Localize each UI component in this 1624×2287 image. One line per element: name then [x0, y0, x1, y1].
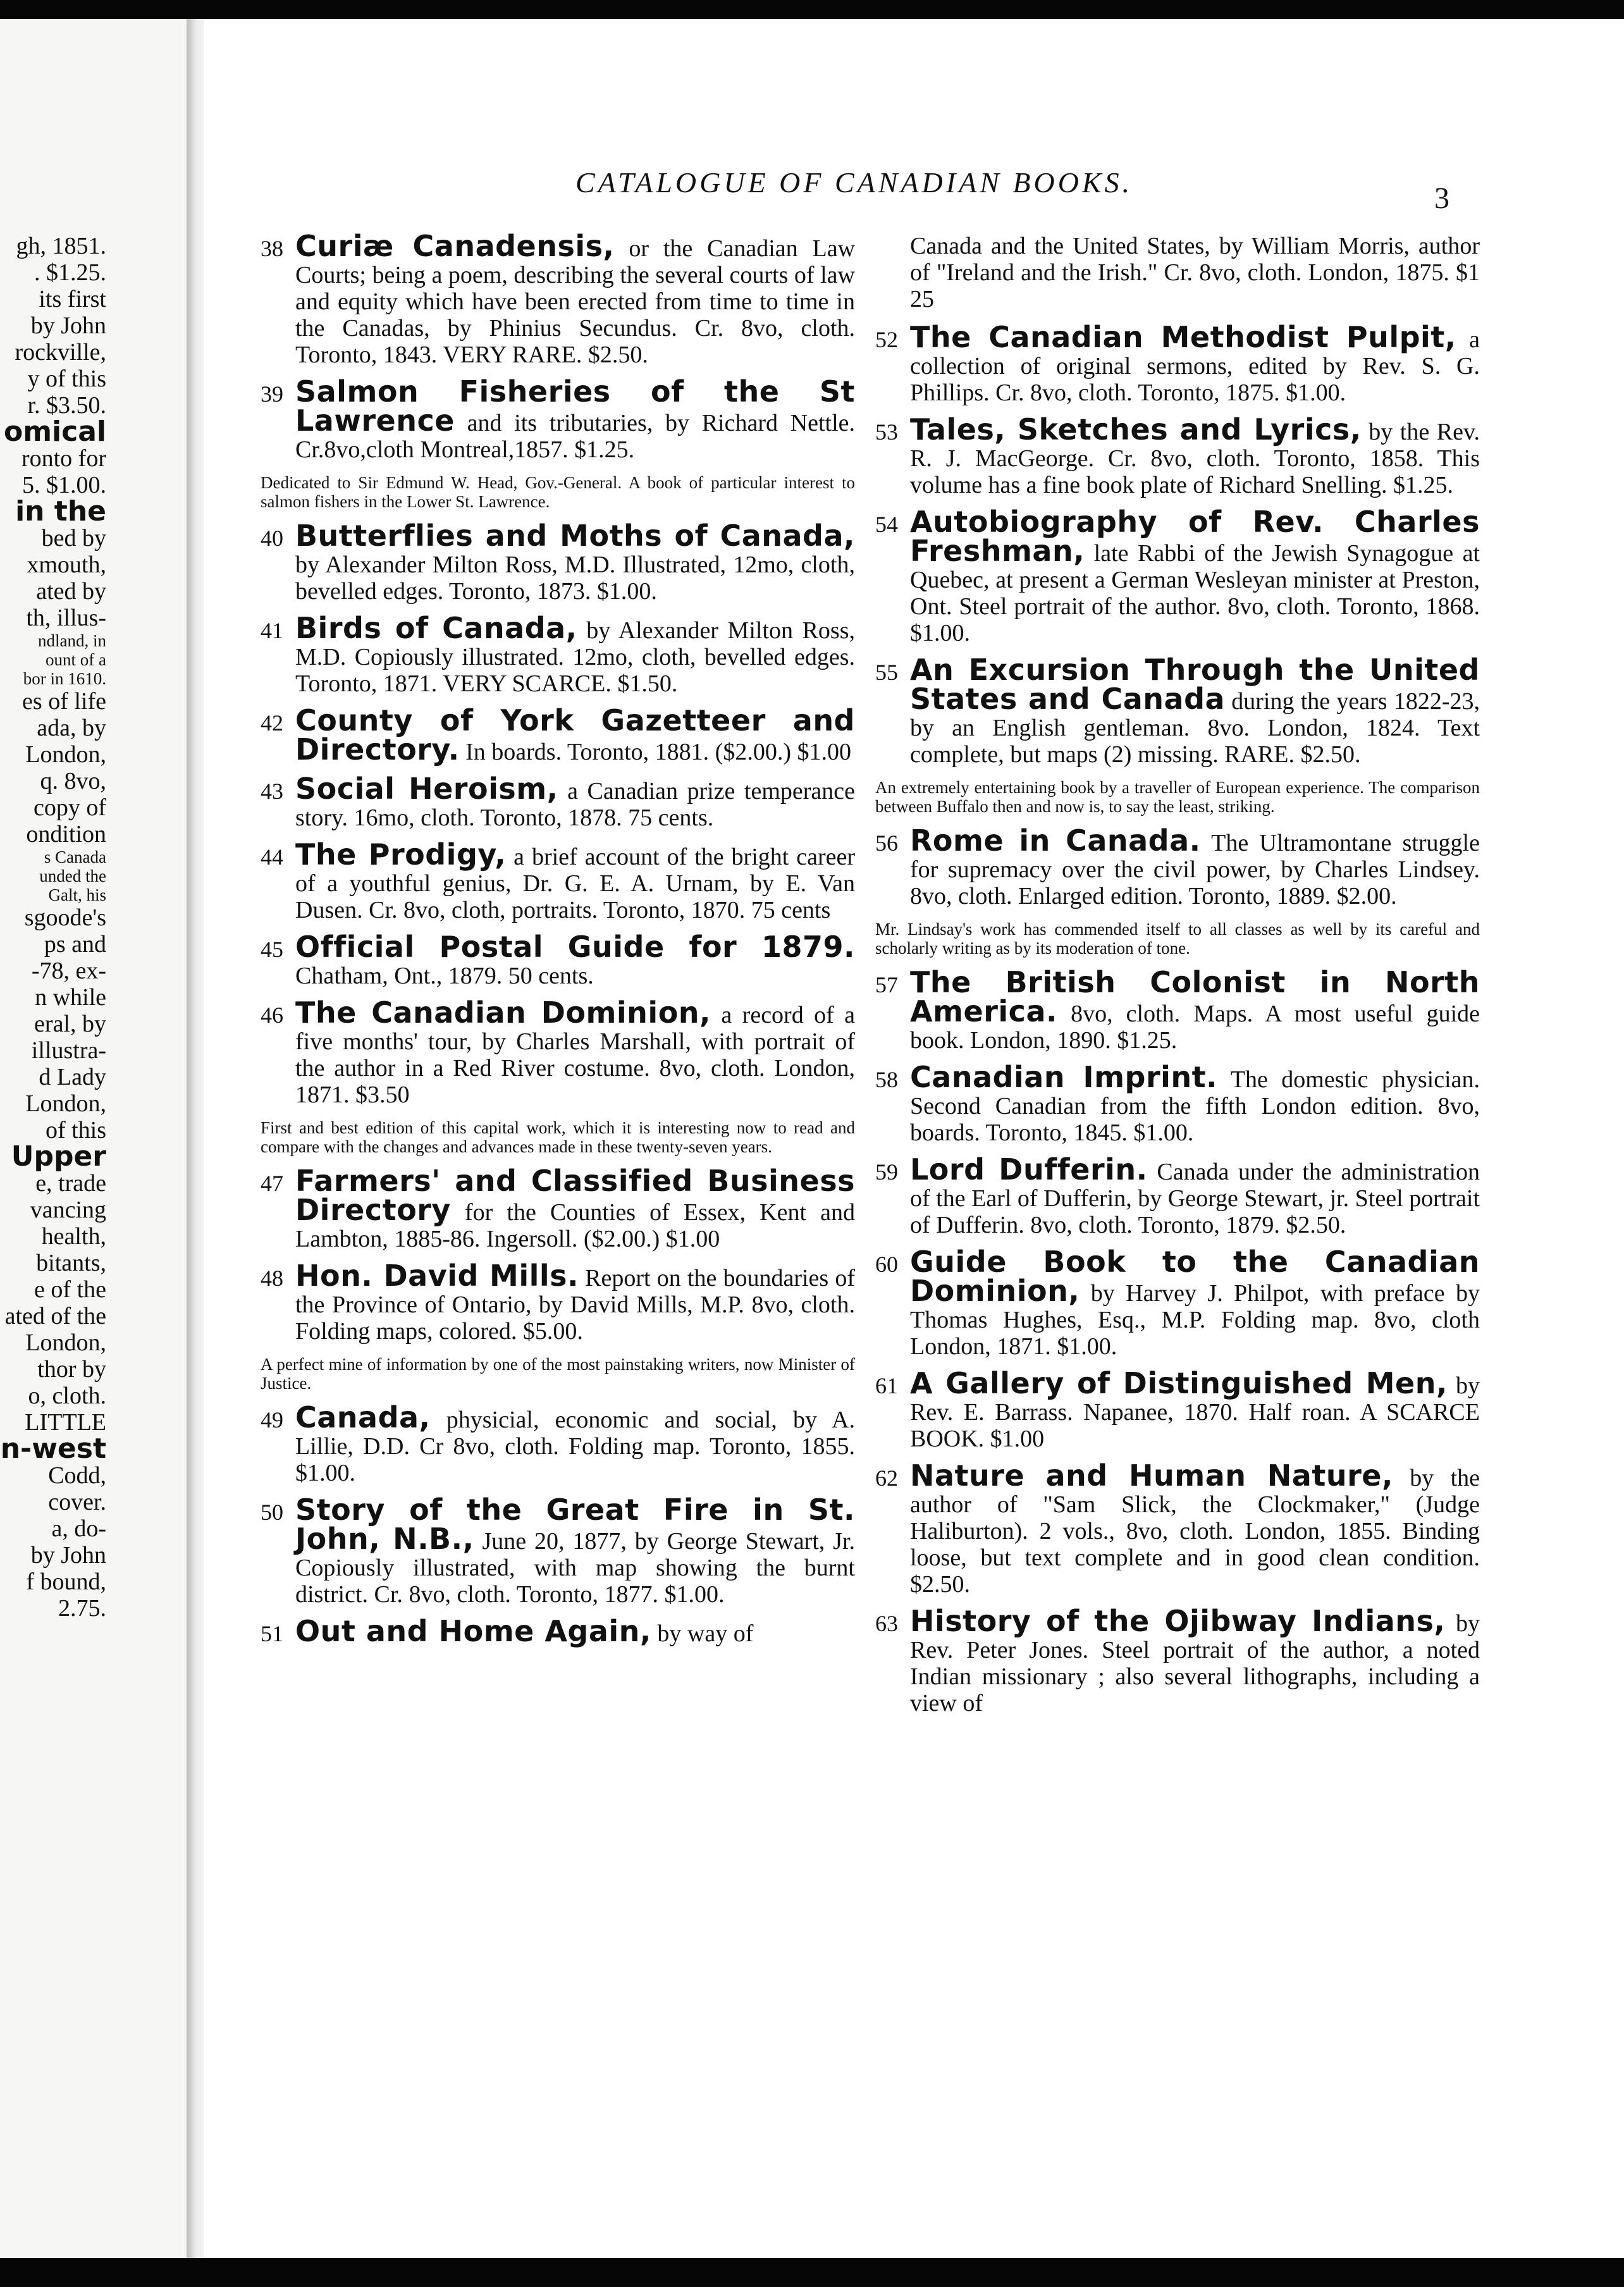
entry-title: History of the Ojibway Indians, — [910, 1604, 1446, 1638]
entry-number: 40 — [261, 526, 283, 551]
margin-fragment: sgoode's — [24, 904, 106, 931]
catalogue-entry — [875, 1366, 1480, 1452]
entry-title: Nature and Human Nature, — [910, 1458, 1393, 1493]
scan-top-border — [0, 0, 1624, 19]
entry-number: 43 — [261, 779, 283, 804]
catalogue-entry — [261, 1164, 856, 1252]
entry-title: Birds of Canada, — [295, 611, 577, 645]
entry-title: Lord Dufferin. — [910, 1152, 1148, 1187]
entry-title: Rome in Canada. — [910, 823, 1201, 858]
margin-fragment: ated of the — [4, 1303, 106, 1329]
entry-note: A perfect mine of information by one of the most painstaking writers, now Minister of Justice. — [261, 1355, 855, 1393]
entry-description: a Canadian prize temperance story. 16mo, cloth. Toronto, 1878. 75 cents. — [295, 778, 856, 831]
margin-fragment: ondition — [26, 821, 106, 848]
margin-fragment: eral, by — [34, 1011, 106, 1037]
entry-number: 45 — [261, 937, 283, 962]
entry-description: physicial, economic and social, by A. Lillie, D.D. Cr 8vo, cloth. Folding map. Toronto, 1855. $1.00. — [295, 1407, 855, 1486]
entry-description: Report on the boundaries of the Province of Ontario, by David Mills, M.P. 8vo, cloth. Folding maps, colored. $5.00. — [295, 1265, 855, 1345]
entry-number: 49 — [261, 1407, 283, 1433]
entry-title: Curiæ Canadensis, — [295, 229, 615, 263]
catalogue-entry — [261, 930, 855, 989]
entry-number: 58 — [875, 1067, 898, 1092]
entry-number: 38 — [261, 236, 283, 261]
entry-number: 47 — [261, 1171, 283, 1196]
entry-description: June 20, 1877, by George Stewart, Jr. Copiously illustrated, with map showing the burnt district. Cr. 8vo, cloth. Toronto, 1877. $1.00. — [295, 1528, 855, 1608]
entry-title: Tales, Sketches and Lyrics, — [910, 412, 1362, 447]
catalogue-entry — [875, 965, 1480, 1054]
margin-fragment: London, — [25, 741, 106, 768]
entry-title: A Gallery of Distinguished Men, — [910, 1366, 1448, 1400]
margin-fragment: o, cloth. — [28, 1383, 106, 1409]
entry-continuation: Canada and the United States, by William Morris, author of "Ireland and the Irish." Cr. 8vo, cloth. London, 1875. $1 25 — [910, 233, 1480, 312]
entry-number: 48 — [261, 1266, 283, 1291]
catalogue-entry — [875, 505, 1480, 646]
margin-fragment: LITTLE — [25, 1409, 106, 1436]
catalogue-entry — [875, 412, 1480, 498]
margin-fragment: ronto for — [21, 445, 106, 472]
entry-title: Butterflies and Moths of Canada, — [295, 519, 855, 553]
catalogue-entry — [261, 772, 856, 831]
entry-number: 46 — [261, 1002, 283, 1028]
entry-number: 60 — [875, 1252, 898, 1277]
entry-title: Social Heroism, — [295, 772, 558, 806]
margin-fragment: rockville, — [15, 339, 106, 366]
margin-fragment: ated by — [36, 578, 106, 605]
entry-number: 50 — [261, 1500, 283, 1525]
catalogue-entry — [875, 1060, 1480, 1146]
margin-fragment: vancing — [30, 1197, 106, 1223]
entry-title: Farmers' and Classified Business Directory — [295, 1164, 855, 1227]
entry-number: 53 — [875, 419, 898, 445]
entry-description: by the Rev. R. J. MacGeorge. Cr. 8vo, cloth. Toronto, 1858. This volume has a fine book plate of Richard Snelling. $1.25. — [910, 419, 1480, 498]
entry-description: by Alexander Milton Ross, M.D. Copiously illustrated. 12mo, cloth, bevelled edges. Toronto, 1871. VERY SCARCE. $1.50. — [295, 617, 855, 697]
entry-title: Autobiography of Rev. Charles Freshman, — [910, 505, 1480, 568]
margin-fragment: . $1.25. — [34, 259, 106, 286]
entry-number: 39 — [261, 381, 283, 407]
catalogue-entry — [261, 229, 856, 368]
catalogue-entry — [261, 837, 855, 923]
entry-description: by Rev. E. Barrass. Napanee, 1870. Half roan. A SCARCE BOOK. $1.00 — [910, 1372, 1480, 1452]
catalogue-entry — [875, 1604, 1480, 1717]
margin-fragment: n-west — [0, 1433, 106, 1465]
entry-title: The Canadian Methodist Pulpit, — [910, 320, 1456, 354]
entry-number: 63 — [875, 1611, 898, 1636]
margin-fragment: xmouth, — [27, 552, 106, 578]
margin-fragment: ps and — [44, 931, 106, 958]
entry-description: The domestic physician. Second Canadian from the fifth London edition. 8vo, boards. Toronto, 1845. $1.00. — [910, 1066, 1480, 1146]
entry-number: 62 — [875, 1465, 898, 1491]
margin-fragment: omical — [3, 416, 106, 448]
entry-description: Chatham, Ont., 1879. 50 cents. — [295, 963, 594, 989]
margin-fragment: -78, ex- — [31, 958, 106, 984]
catalogue-entry — [875, 823, 1480, 909]
entry-description: Canada under the administration of the Earl of Dufferin, by George Stewart, jr. Steel portrait of Dufferin. 8vo, cloth. Toronto, 1879. $2.50. — [910, 1159, 1480, 1238]
entry-description: by Rev. Peter Jones. Steel portrait of the author, a noted Indian missionary ; also several lithographs, including a view of — [910, 1610, 1480, 1717]
catalogue-entry — [261, 703, 855, 767]
margin-fragment: 5. $1.00. — [22, 472, 106, 498]
catalogue-entry — [875, 320, 1480, 406]
page-number: 3 — [1434, 182, 1449, 215]
entry-number: 54 — [875, 512, 898, 537]
margin-fragment: e, trade — [35, 1170, 106, 1197]
catalogue-entry — [875, 653, 1480, 768]
catalogue-entry — [875, 1245, 1480, 1360]
entry-description: late Rabbi of the Jewish Synagogue at Quebec, at present a German Wesleyan minister at Preston, Ont. Steel portrait of the author. 8vo, cloth. Toronto, 1868. $1.00. — [910, 540, 1480, 646]
margin-fragment: Codd, — [48, 1462, 106, 1489]
catalogue-entry — [261, 996, 855, 1108]
entry-title: Canadian Imprint. — [910, 1060, 1218, 1094]
margin-fragment: d Lady — [39, 1064, 106, 1090]
entry-number: 42 — [261, 710, 283, 736]
entry-number: 44 — [261, 844, 283, 870]
entry-title: County of York Gazetteer and Directory. — [295, 703, 855, 767]
margin-fragment: bitants, — [36, 1250, 106, 1276]
entry-description: by way of — [657, 1620, 754, 1647]
entry-description: In boards. Toronto, 1881. ($2.00.) $1.00 — [465, 739, 851, 765]
catalogue-entry — [261, 611, 855, 697]
entry-description: a collection of original sermons, edited by Rev. S. G. Phillips. Cr. 8vo, cloth. Toronto, 1875. $1.00. — [910, 326, 1480, 406]
margin-fragment: by John — [30, 1542, 106, 1569]
entry-title: Official Postal Guide for 1879. — [295, 930, 855, 964]
entry-title: Salmon Fisheries of the St Lawrence — [295, 374, 855, 438]
entry-title: An Excursion Through the United States and Canada — [910, 653, 1480, 716]
entry-description: a record of a five months' tour, by Charles Marshall, with portrait of the author in a Red River costume. 8vo, cloth. London, 1871. $3.50 — [295, 1002, 855, 1108]
margin-fragment: th, illus- — [26, 605, 106, 631]
entry-title: Canada, — [295, 1400, 431, 1434]
entry-number: 41 — [261, 618, 283, 643]
running-header: CATALOGUE OF CANADIAN BOOKS. — [575, 166, 1133, 199]
entry-number: 52 — [875, 327, 898, 352]
margin-fragment: r. $3.50. — [27, 392, 106, 419]
entry-title: The British Colonist in North America. — [910, 965, 1480, 1028]
margin-fragment: f bound, — [26, 1569, 106, 1595]
margin-fragment: by John — [30, 312, 106, 339]
margin-fragment: n while — [35, 984, 106, 1011]
margin-fragment: 2.75. — [58, 1595, 106, 1622]
margin-fragment: health, — [41, 1223, 106, 1250]
entry-number: 61 — [875, 1373, 898, 1398]
right-column — [875, 233, 1480, 1727]
entry-number: 55 — [875, 660, 898, 685]
margin-fragment: bor in 1610. — [23, 669, 106, 688]
margin-fragment: a, do- — [51, 1515, 106, 1542]
margin-fragment: es of life — [22, 688, 106, 715]
margin-fragment: e of the — [34, 1276, 106, 1303]
margin-fragment: ada, by — [37, 715, 106, 741]
margin-fragment: London, — [25, 1329, 106, 1356]
margin-fragment: copy of — [33, 794, 106, 821]
entry-description: for the Counties of Essex, Kent and Lambton, 1885-86. Ingersoll. ($2.00.) $1.00 — [295, 1199, 856, 1252]
entry-title: Out and Home Again, — [295, 1614, 651, 1648]
margin-fragment: illustra- — [31, 1037, 106, 1064]
entry-note: Mr. Lindsay's work has commended itself to all classes as well by its careful and scholarly writing as by its moderation of tone. — [875, 920, 1480, 958]
entry-title: Story of the Great Fire in St. John, N.B., — [295, 1493, 855, 1556]
margin-fragment: ndland, in — [38, 631, 106, 650]
catalogue-entry — [261, 1259, 855, 1345]
margin-fragment: unded the — [39, 866, 106, 885]
entry-description: by Alexander Milton Ross, M.D. Illustrated, 12mo, cloth, bevelled edges. Toronto, 1873. $1.00. — [295, 552, 855, 605]
catalogue-entry — [261, 1614, 855, 1648]
entry-description: during the years 1822-23, by an English gentleman. 8vo. London, 1824. Text complete, but maps (2) missing. RARE. $2.50. — [910, 688, 1480, 768]
margin-fragment: ount of a — [46, 650, 106, 669]
catalogue-entry — [261, 519, 855, 605]
entry-number: 51 — [261, 1621, 283, 1646]
entry-number: 56 — [875, 830, 898, 856]
entry-description: and its tributaries, by Richard Nettle. Cr.8vo,cloth Montreal,1857. $1.25. — [295, 410, 856, 463]
margin-fragment: its first — [39, 286, 106, 312]
entry-note: An extremely entertaining book by a traveller of European experience. The comparison between Buffalo then and now is, to say the least, striking. — [875, 778, 1480, 816]
left-column — [261, 229, 856, 1657]
entry-note: Dedicated to Sir Edmund W. Head, Gov.-General. A book of particular interest to salmon fishers in the Lower St. Lawrence. — [261, 473, 855, 511]
entry-description: by Harvey J. Philpot, with preface by Thomas Hughes, Esq., M.P. Folding map. 8vo, cloth London, 1871. $1.00. — [910, 1280, 1480, 1360]
previous-page-fragments — [0, 233, 106, 1622]
entry-title: The Prodigy, — [295, 837, 507, 872]
margin-fragment: Upper — [11, 1140, 106, 1173]
catalogue-entry — [875, 1458, 1480, 1598]
margin-fragment: cover. — [48, 1489, 106, 1515]
entry-description: The Ultramontane struggle for supremacy over the civil power, by Charles Lindsey. 8vo, cloth. Enlarged edition. Toronto, 1889. $2.00. — [910, 830, 1480, 909]
entry-description: or the Canadian Law Courts; being a poem, describing the several courts of law and equity which have been erected from time to time in the Canadas, by Phinius Secundus. Cr. 8vo, cloth. Toronto, 1843. VERY RARE. $2.50. — [295, 235, 856, 368]
margin-fragment: bed by — [41, 525, 106, 552]
book-gutter — [187, 19, 204, 2258]
scan-bottom-border — [0, 2258, 1624, 2287]
entry-title: Hon. David Mills. — [295, 1259, 579, 1293]
catalogue-entry — [875, 1152, 1480, 1238]
catalogue-entry — [261, 1493, 855, 1608]
catalogue-entry — [261, 1400, 855, 1486]
margin-fragment: of this — [45, 1117, 106, 1144]
entry-note: First and best edition of this capital work, which it is interesting now to read and compare with the changes and advances made in these twenty-seven years. — [261, 1118, 855, 1156]
margin-fragment: London, — [25, 1090, 106, 1117]
entry-description: a brief account of the bright career of a youthful genius, Dr. G. E. A. Urnam, by E. Van Dusen. Cr. 8vo, cloth, portraits. Toronto, 1870. 75 cents — [295, 844, 855, 923]
margin-fragment: y of this — [27, 366, 106, 392]
entry-description: by the author of "Sam Slick, the Clockmaker," (Judge Haliburton). 2 vols., 8vo, cloth. London, 1855. Binding loose, but text complete and in good clean condition. $2.50. — [910, 1465, 1480, 1598]
entry-number: 59 — [875, 1159, 898, 1185]
margin-fragment: gh, 1851. — [16, 233, 106, 259]
margin-fragment: q. 8vo, — [40, 768, 106, 794]
entry-number: 57 — [875, 972, 898, 997]
entry-description: 8vo, cloth. Maps. A most useful guide book. London, 1890. $1.25. — [910, 1001, 1480, 1054]
entry-title: Guide Book to the Canadian Dominion, — [910, 1245, 1480, 1308]
margin-fragment: thor by — [37, 1356, 106, 1383]
margin-fragment: s Canada — [44, 848, 106, 866]
margin-fragment: in the — [15, 495, 106, 527]
entry-title: The Canadian Dominion, — [295, 996, 711, 1030]
catalogue-entry — [261, 374, 856, 463]
margin-fragment: Galt, his — [48, 885, 106, 904]
